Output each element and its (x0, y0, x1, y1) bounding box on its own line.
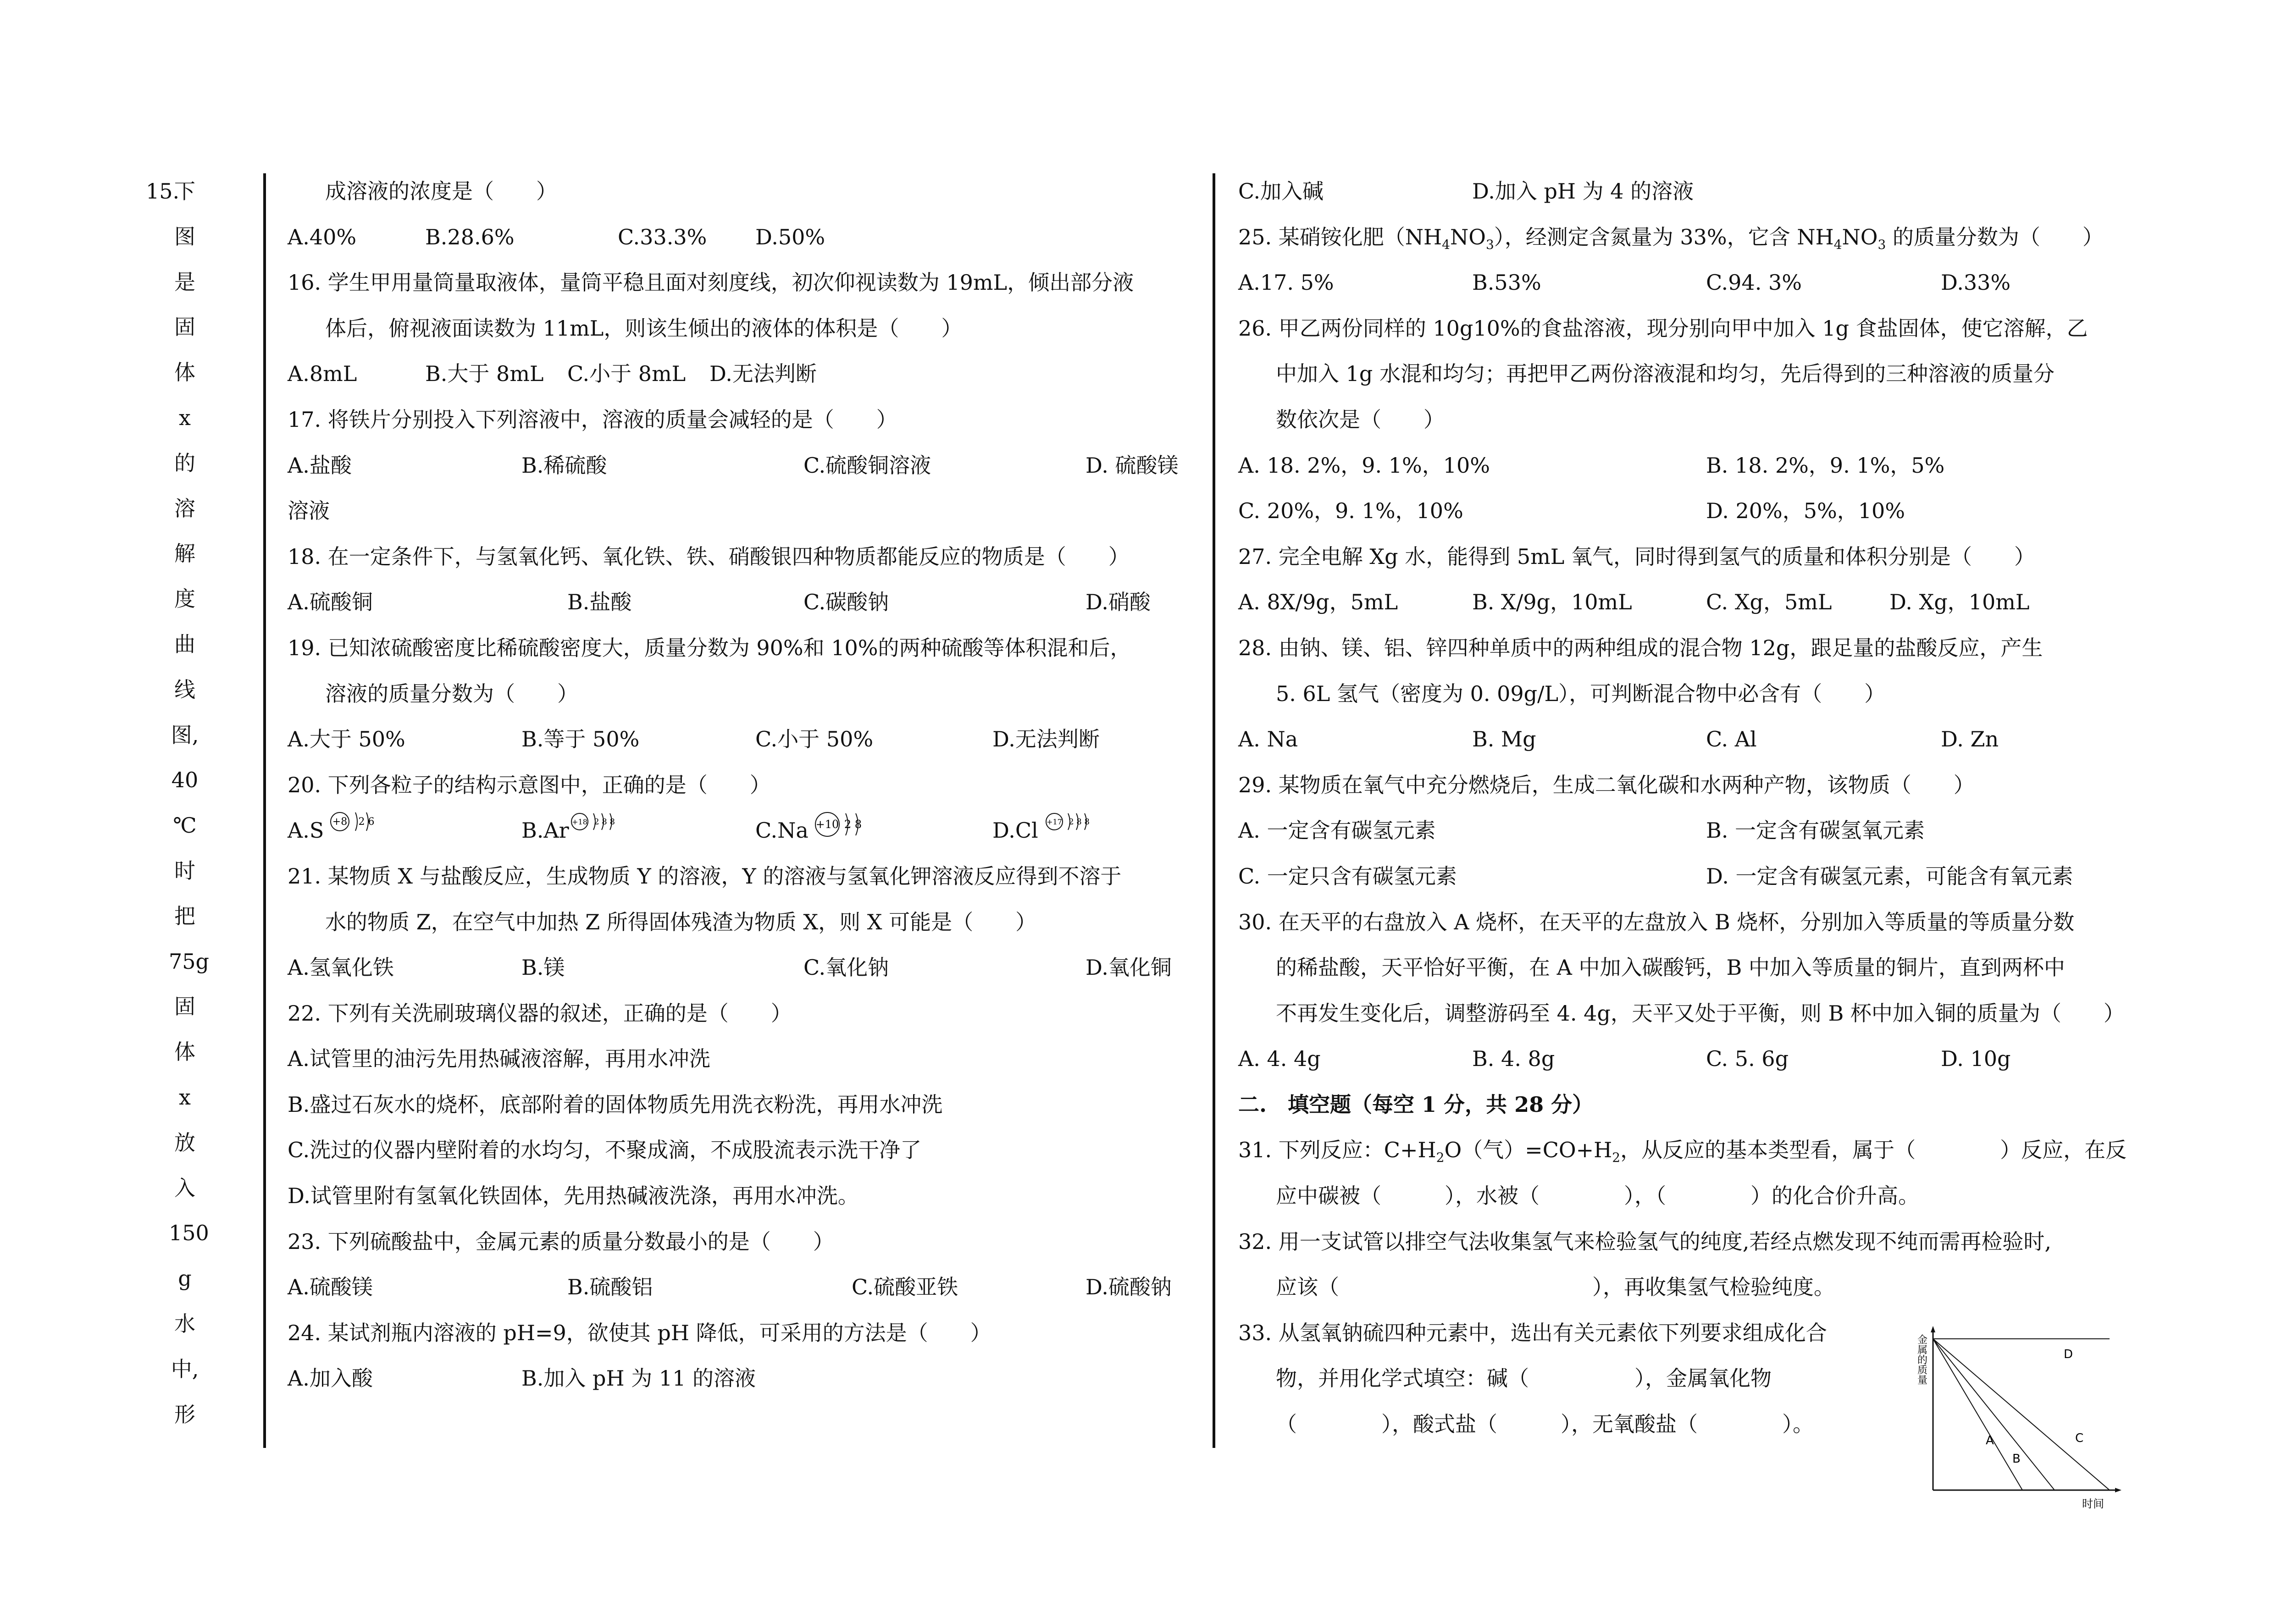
q25-option-c: C.94. 3% (1706, 270, 1802, 295)
q17-option-d: D. 硫酸镁 (1086, 453, 1179, 478)
q20-options (288, 808, 1205, 854)
atom-diagram-d (1044, 811, 1113, 838)
q26-line-3: 数依次是（ ） (1276, 407, 1445, 432)
q24-option-c: C.加入碱 (1238, 179, 1324, 204)
q15-stem-char: 中, (171, 1356, 199, 1381)
q25-option-b: B.53% (1472, 270, 1541, 295)
q15-stem-char: 图 (174, 224, 195, 249)
q23-option-c: C.硫酸亚铁 (852, 1275, 958, 1300)
q27-option-d: D. Xg，10mL (1889, 590, 2030, 615)
graph-label-d: D (2064, 1348, 2073, 1361)
q29-line-1: 29. 某物质在氧气中充分燃烧后，生成二氧化碳和水两种产物，该物质（ ） (1238, 772, 1975, 797)
q27-line-1: 27. 完全电解 Xg 水，能得到 5mL 氧气，同时得到氢气的质量和体积分别是（ ） (1238, 544, 2035, 569)
q27-options (1238, 580, 2201, 625)
q25-line-1 (1238, 215, 2201, 260)
q15-stem-char: 固 (174, 994, 195, 1019)
q30-line-2: 的稀盐酸，天平恰好平衡，在 A 中加入碳酸钙，B 中加入等质量的铜片，直到两杯中 (1276, 955, 2065, 980)
q25-option-d: D.33% (1941, 270, 2011, 295)
q15-cont: 成溶液的浓度是（ ） (325, 179, 557, 204)
q16-line-2: 体后，俯视液面读数为 11mL，则该生倾出的液体的体积是（ ） (325, 315, 963, 341)
q25-sub-3: 4 (1833, 237, 1842, 252)
q26-option-a: A. 18. 2%，9. 1%，10% (1238, 453, 1490, 478)
q31-text-b: O（气）=CO+H (1444, 1138, 1612, 1163)
q15-stem-char: 水 (174, 1311, 195, 1336)
q33-line-3: （ ），酸式盐（ ），无氧酸盐（ ）。 (1276, 1412, 1814, 1437)
q25-text-b: NO (1450, 224, 1486, 249)
q29-options-ab (1238, 808, 2201, 854)
q18-line-1: 18. 在一定条件下，与氢氧化钙、氧化铁、铁、硝酸银四种物质都能反应的物质是（ ） (288, 544, 1130, 569)
q15-option-a: A.40% (288, 224, 357, 249)
q25-sub-1: 4 (1442, 237, 1450, 252)
q29-option-b: B. 一定含有碳氢氧元素 (1706, 818, 1925, 843)
q20-option-d: D.Cl (992, 818, 1038, 843)
q27-option-c: C. Xg，5mL (1706, 590, 1832, 615)
q19-line-2: 溶液的质量分数为（ ） (325, 681, 578, 706)
graph-label-b: B (2012, 1452, 2021, 1466)
q15-stem-char: ℃ (173, 813, 197, 838)
q15-stem-char: 放 (174, 1130, 195, 1155)
q25-text-c: ），经测定含氮量为 33%，它含 NH (1494, 224, 1834, 249)
q22-option-b: B.盛过石灰水的烧杯，底部附着的固体物质先用洗衣粉洗，再用水冲洗 (288, 1092, 943, 1117)
q17-option-c: C.硫酸铜溶液 (803, 453, 931, 478)
q21-option-d: D.氧化铜 (1086, 955, 1172, 980)
q17-line-1: 17. 将铁片分别投入下列溶液中，溶液的质量会减轻的是（ ） (288, 407, 897, 432)
q15-stem-char: x (179, 405, 191, 430)
q23-line-1: 23. 下列硫酸盐中，金属元素的质量分数最小的是（ ） (288, 1229, 834, 1254)
column-divider-left (263, 173, 266, 1448)
q29-option-c: C. 一定只含有碳氢元素 (1238, 863, 1457, 889)
q16-option-c: C.小于 8mL (567, 361, 686, 387)
q15-option-c: C.33.3% (618, 224, 707, 249)
q15-option-b: B.28.6% (425, 224, 515, 249)
q21-line-2: 水的物质 Z，在空气中加热 Z 所得固体残渣为物质 X，则 X 可能是（ ） (325, 909, 1037, 934)
q19-option-b: B.等于 50% (521, 727, 640, 752)
q30-options (1238, 1036, 2201, 1082)
q23-option-d: D.硫酸钠 (1086, 1275, 1172, 1300)
q15-stem-char: 体 (174, 360, 195, 385)
q18-option-d: D.硝酸 (1086, 590, 1151, 615)
q26-line-1: 26. 甲乙两份同样的 10g10%的食盐溶液，现分别向甲中加入 1g 食盐固体，使它溶解，乙 (1238, 315, 2088, 341)
q33-line-2: 物，并用化学式填空：碱（ ），金属氧化物 (1276, 1366, 1772, 1391)
q24-options-ab (288, 1356, 1205, 1402)
q19-line-1: 19. 已知浓硫酸密度比稀硫酸密度大，质量分数为 90%和 10%的两种硫酸等体积混和后， (288, 635, 1131, 660)
q25-option-a: A.17. 5% (1238, 270, 1334, 295)
q24-line-1: 24. 某试剂瓶内溶液的 pH=9，欲使其 pH 降低，可采用的方法是（ ） (288, 1320, 991, 1345)
q31-sub-2: 2 (1612, 1150, 1621, 1166)
atom-b-shells: 2 8 8 (594, 817, 615, 827)
q17-option-b: B.稀硫酸 (521, 453, 607, 478)
q15-stem-char: 形 (174, 1402, 195, 1427)
q25-text-e: 的质量分数为（ ） (1886, 224, 2104, 249)
metal-mass-graph (1903, 1320, 2132, 1513)
q15-stem-char: 解 (174, 541, 195, 566)
column-divider-right (1213, 173, 1215, 1448)
q31-line-2: 应中碳被（ ），水被（ ），（ ）的化合价升高。 (1276, 1183, 1919, 1209)
q15-stem-char: 下 (174, 179, 195, 204)
section-2-heading: 二. 填空题（每空 1 分，共 28 分） (1238, 1092, 1594, 1117)
q16-option-d: D.无法判断 (709, 361, 817, 387)
q15-stem-char: 体 (174, 1039, 195, 1065)
q25-sub-2: 3 (1485, 237, 1494, 252)
q30-option-d: D. 10g (1941, 1046, 2011, 1072)
q28-line-1: 28. 由钠、镁、铝、锌四种单质中的两种组成的混合物 12g，跟足量的盐酸反应，产生 (1238, 635, 2043, 660)
q15-stem-char: 150 (169, 1221, 209, 1246)
q28-option-a: A. Na (1238, 727, 1298, 752)
q16-option-b: B.大于 8mL (425, 361, 544, 387)
q18-options (288, 580, 1205, 625)
q23-option-a: A.硫酸镁 (288, 1275, 373, 1300)
q22-option-d: D.试管里附有氢氧化铁固体，先用热碱液洗涤，再用水冲洗。 (288, 1183, 859, 1209)
graph-line-a (1933, 1339, 2022, 1490)
graph-label-c: C (2075, 1431, 2084, 1445)
q15-stem-char: 图, (171, 722, 199, 747)
q22-option-a: A.试管里的油污先用热碱液溶解，再用水冲洗 (288, 1046, 710, 1072)
q26-options-ab (1238, 443, 2201, 489)
q29-option-a: A. 一定含有碳氢元素 (1238, 818, 1436, 843)
q19-option-a: A.大于 50% (288, 727, 405, 752)
q26-option-c: C. 20%，9. 1%，10% (1238, 498, 1463, 524)
q22-option-c: C.洗过的仪器内壁附着的水均匀，不聚成滴，不成股流表示洗干净了 (288, 1138, 922, 1163)
q16-line-1: 16. 学生甲用量筒量取液体，量筒平稳且面对刻度线，初次仰视读数为 19mL，倾出部分液 (288, 270, 1134, 295)
q15-stem-char: 溶 (174, 496, 195, 521)
atom-diagram-a (329, 811, 388, 838)
graph-x-label: 时间 (2082, 1497, 2104, 1510)
q31-sub-1: 2 (1436, 1150, 1445, 1166)
q16-options (288, 351, 1205, 397)
q24-option-b: B.加入 pH 为 11 的溶液 (521, 1366, 756, 1391)
atom-a-nucleus: +8 (332, 816, 348, 828)
q15-stem-char: 固 (174, 315, 195, 340)
q20-option-a: A.S (288, 818, 324, 843)
q23-option-b: B.硫酸铝 (567, 1275, 653, 1300)
q20-option-c: C.Na (755, 818, 809, 843)
q18-option-a: A.硫酸铜 (288, 590, 373, 615)
atom-d-nucleus: +17 (1047, 818, 1062, 827)
q20-option-b: B.Ar (521, 818, 569, 843)
q16-option-a: A.8mL (288, 361, 357, 387)
q30-line-3: 不再发生变化后，调整游码至 4. 4g，天平又处于平衡，则 B 杯中加入铜的质量为（ ） (1276, 1000, 2125, 1026)
q21-option-a: A.氢氧化铁 (288, 955, 394, 980)
q15-stem-char: 时 (174, 858, 195, 883)
q25-text-a: 25. 某硝铵化肥（NH (1238, 224, 1442, 249)
q15-options (288, 215, 1205, 260)
q31-text-a: 31. 下列反应：C+H (1238, 1138, 1436, 1163)
q15-stem-char: x (179, 1084, 191, 1110)
graph-y-label: 金属的质量 (1916, 1334, 1927, 1385)
q28-option-d: D. Zn (1941, 727, 1999, 752)
q26-option-d: D. 20%，5%，10% (1706, 498, 1905, 524)
q21-options (288, 945, 1205, 991)
q25-sub-4: 3 (1878, 237, 1886, 252)
q15-number: 15. (146, 179, 180, 204)
graph-line-c (1933, 1339, 2110, 1490)
q15-stem-char: 把 (174, 903, 195, 928)
atom-diagram-b (570, 811, 638, 838)
atom-a-shells: 2 6 (358, 816, 375, 828)
q21-option-c: C.氧化钠 (803, 955, 889, 980)
q25-options (1238, 260, 2201, 306)
q22-line-1: 22. 下列有关洗刷玻璃仪器的叙述，正确的是（ ） (288, 1000, 792, 1026)
q19-option-c: C.小于 50% (755, 727, 874, 752)
atom-diagram-c (808, 811, 881, 843)
q28-option-b: B. Mg (1472, 727, 1536, 752)
atom-c-shells: 2 8 (844, 818, 862, 831)
q24-option-d: D.加入 pH 为 4 的溶液 (1472, 179, 1694, 204)
q18-option-b: B.盐酸 (567, 590, 632, 615)
q21-option-b: B.镁 (521, 955, 565, 980)
q15-stem-char: g (178, 1266, 192, 1291)
q15-stem-char: 线 (174, 677, 195, 702)
q21-line-1: 21. 某物质 X 与盐酸反应，生成物质 Y 的溶液，Y 的溶液与氢氧化钾溶液反应得到不溶于 (288, 863, 1122, 889)
q30-option-a: A. 4. 4g (1238, 1046, 1321, 1072)
q15-stem-char: 是 (174, 269, 195, 294)
q30-option-c: C. 5. 6g (1706, 1046, 1789, 1072)
q24-option-a: A.加入酸 (288, 1366, 373, 1391)
q28-line-2: 5. 6L 氢气（密度为 0. 09g/L），可判断混合物中必含有（ ） (1276, 681, 1886, 706)
q15-stem-char: 40 (171, 768, 199, 793)
q28-option-c: C. Al (1706, 727, 1757, 752)
q15-stem-chars (169, 169, 209, 1437)
q27-option-b: B. X/9g，10mL (1472, 590, 1632, 615)
column-1 (288, 169, 1205, 1402)
q33-line-1: 33. 从氢氧钠硫四种元素中，选出有关元素依下列要求组成化合 (1238, 1320, 1827, 1345)
q26-line-2: 中加入 1g 水混和均匀；再把甲乙两份溶液混和均匀，先后得到的三种溶液的质量分 (1276, 361, 2055, 387)
q28-options (1238, 717, 2201, 762)
q20-line-1: 20. 下列各粒子的结构示意图中，正确的是（ ） (288, 772, 771, 797)
q26-options-cd (1238, 488, 2201, 534)
atom-b-nucleus: +18 (572, 818, 587, 827)
graph-label-a: A (1986, 1434, 1994, 1447)
atom-d-shells: 2 8 8 (1069, 817, 1090, 827)
q23-options (288, 1265, 1205, 1310)
q31-text-c: ，从反应的基本类型看，属于（ ）反应，在反 (1620, 1138, 2127, 1163)
q15-stem-char: 入 (174, 1175, 195, 1200)
q30-option-b: B. 4. 8g (1472, 1046, 1555, 1072)
atom-c-nucleus: +10 (815, 818, 839, 831)
q15-stem-char: 75g (169, 949, 209, 974)
graph-line-b (1933, 1339, 2055, 1490)
q19-option-d: D.无法判断 (992, 727, 1100, 752)
q15-option-d: D.50% (755, 224, 825, 249)
q32-line-2: 应该（ ），再收集氢气检验纯度。 (1276, 1275, 1835, 1300)
q17-option-a: A.盐酸 (288, 453, 352, 478)
q24-options-cd (1238, 169, 2201, 215)
q30-line-1: 30. 在天平的右盘放入 A 烧杯，在天平的左盘放入 B 烧杯，分别加入等质量的等质量分数 (1238, 909, 2075, 934)
q18-option-c: C.碳酸钠 (803, 590, 889, 615)
q17-wrap: 溶液 (288, 498, 330, 524)
q29-options-cd (1238, 854, 2201, 900)
q27-option-a: A. 8X/9g，5mL (1238, 590, 1398, 615)
q15-stem-char: 的 (174, 450, 195, 475)
q31-line-1 (1238, 1127, 2201, 1173)
q15-stem-char: 度 (174, 586, 195, 612)
q15-stem-char: 曲 (174, 631, 195, 657)
q26-option-b: B. 18. 2%，9. 1%，5% (1706, 453, 1945, 478)
q17-options (288, 443, 1205, 489)
q29-option-d: D. 一定含有碳氢元素，可能含有氧元素 (1706, 863, 2073, 889)
q25-text-d: NO (1842, 224, 1878, 249)
column-2 (1238, 169, 2201, 1447)
q19-options (288, 717, 1205, 762)
q32-line-1: 32. 用一支试管以排空气法收集氢气来检验氢气的纯度,若经点燃发现不纯而需再检验时, (1238, 1229, 2052, 1254)
